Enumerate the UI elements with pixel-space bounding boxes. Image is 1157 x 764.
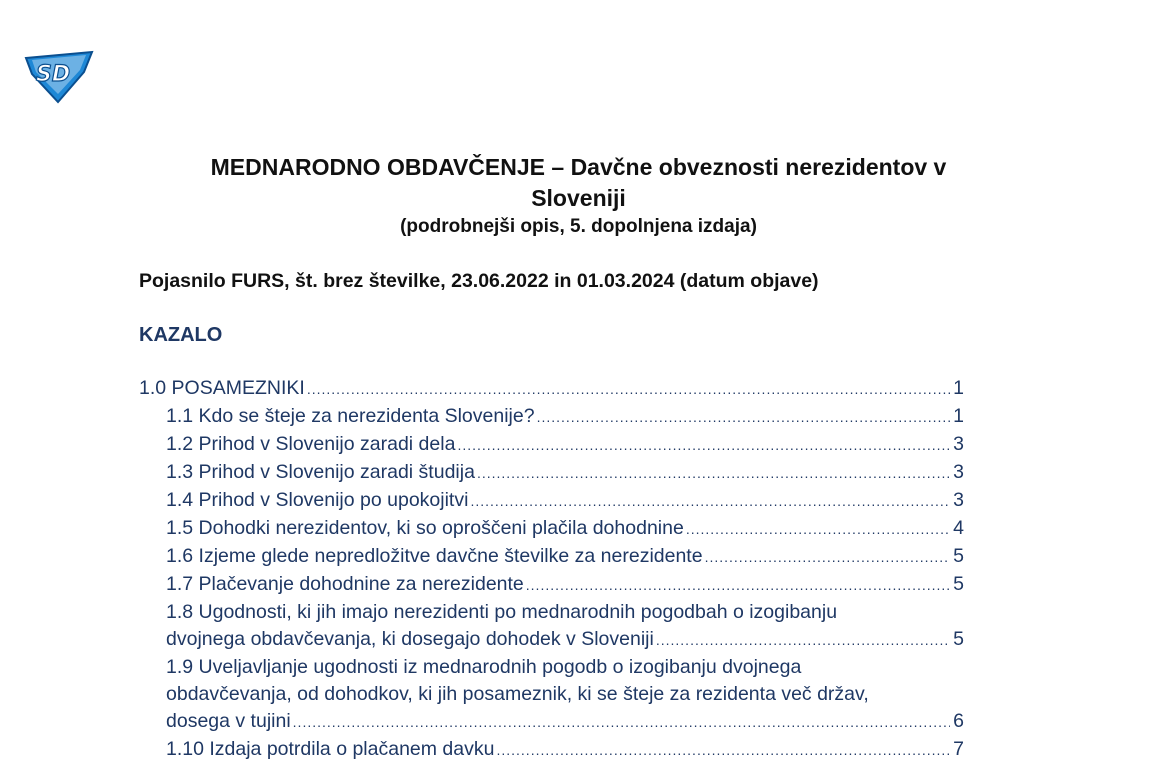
document-subtitle: (podrobnejši opis, 5. dopolnjena izdaja) (400, 216, 757, 237)
title-line-2: Sloveniji (531, 185, 626, 211)
toc-dot-leader (526, 572, 950, 599)
document-title (0, 152, 1157, 214)
toc-entry-1-2[interactable] (139, 431, 964, 459)
title-line-1: MEDNARODNO OBDAVČENJE – Davčne obveznosti nerezidentov v (210, 154, 947, 180)
toc-dot-leader (496, 737, 950, 764)
toc-dot-leader (656, 627, 950, 654)
toc-entry-1-5[interactable] (139, 515, 964, 543)
toc-entry-1-7[interactable] (139, 571, 964, 599)
toc-entry-1-0[interactable] (139, 375, 964, 403)
toc-entry-1-9[interactable] (139, 654, 964, 736)
toc-page-number: 1 (953, 377, 964, 399)
toc-page-number: 1 (953, 405, 964, 427)
toc-entry-text: 1.7 Plačevanje dohodnine za nerezidente (166, 573, 524, 595)
toc-entry-1-6[interactable] (139, 543, 964, 571)
toc-entry-text-line: dosega v tujini (166, 710, 291, 732)
toc-entry-last-line (166, 626, 964, 654)
toc-entry-text: 1.0 POSAMEZNIKI (139, 377, 305, 399)
toc-page-number: 3 (953, 433, 964, 455)
toc-page-number: 5 (953, 573, 964, 595)
toc-entry-text: 1.6 Izjeme glede nepredložitve davčne številke za nerezidente (166, 545, 703, 567)
toc-dot-leader (705, 544, 950, 571)
toc-entry-text: 1.4 Prihod v Slovenijo po upokojitvi (166, 489, 469, 511)
toc-entry-text: 1.2 Prihod v Slovenijo zaradi dela (166, 433, 456, 455)
toc-dot-leader (686, 516, 950, 543)
toc-entry-text-line: 1.9 Uveljavljanje ugodnosti iz mednarodnih pogodb o izogibanju dvojnega (166, 656, 802, 678)
toc-entry-text: 1.10 Izdaja potrdila o plačanem davku (166, 738, 495, 760)
toc-entry-1-8[interactable] (139, 599, 964, 654)
toc-page-number: 5 (953, 545, 964, 567)
toc-page-number: 3 (953, 461, 964, 483)
clarification-line: Pojasnilo FURS, št. brez številke, 23.06.2022 in 01.03.2024 (datum objave) (139, 270, 819, 292)
table-of-contents (139, 375, 964, 764)
toc-entry-text-line: dvojnega obdavčevanja, ki dosegajo dohodek v Sloveniji (166, 628, 654, 650)
toc-entry-1-3[interactable] (139, 459, 964, 487)
svg-text:SD: SD (36, 62, 71, 87)
sd-logo-icon (22, 48, 96, 104)
toc-entry-text-line: obdavčevanja, od dohodkov, ki jih posameznik, ki se šteje za rezidenta več držav, (166, 683, 869, 705)
toc-page-number: 3 (953, 489, 964, 511)
toc-dot-leader (470, 488, 950, 515)
toc-dot-leader (477, 460, 950, 487)
toc-entry-1-10[interactable] (139, 736, 964, 764)
toc-entry-text: 1.1 Kdo se šteje za nerezidenta Slovenije? (166, 405, 535, 427)
toc-entry-text: 1.3 Prihod v Slovenijo zaradi študija (166, 461, 475, 483)
toc-entry-text-line: 1.8 Ugodnosti, ki jih imajo nerezidenti po mednarodnih pogodbah o izogibanju (166, 601, 838, 623)
toc-page-number: 7 (953, 738, 964, 760)
toc-entry-1-1[interactable] (139, 403, 964, 431)
toc-dot-leader (537, 404, 950, 431)
toc-dot-leader (307, 376, 950, 403)
toc-entry-last-line (166, 708, 964, 736)
toc-page-number: 4 (953, 517, 964, 539)
toc-entry-1-4[interactable] (139, 487, 964, 515)
toc-entry-text: 1.5 Dohodki nerezidentov, ki so oproščeni plačila dohodnine (166, 517, 684, 539)
toc-dot-leader (457, 432, 950, 459)
toc-page-number: 6 (953, 710, 964, 732)
toc-heading: KAZALO (139, 324, 223, 346)
toc-dot-leader (293, 709, 950, 736)
toc-page-number: 5 (953, 628, 964, 650)
